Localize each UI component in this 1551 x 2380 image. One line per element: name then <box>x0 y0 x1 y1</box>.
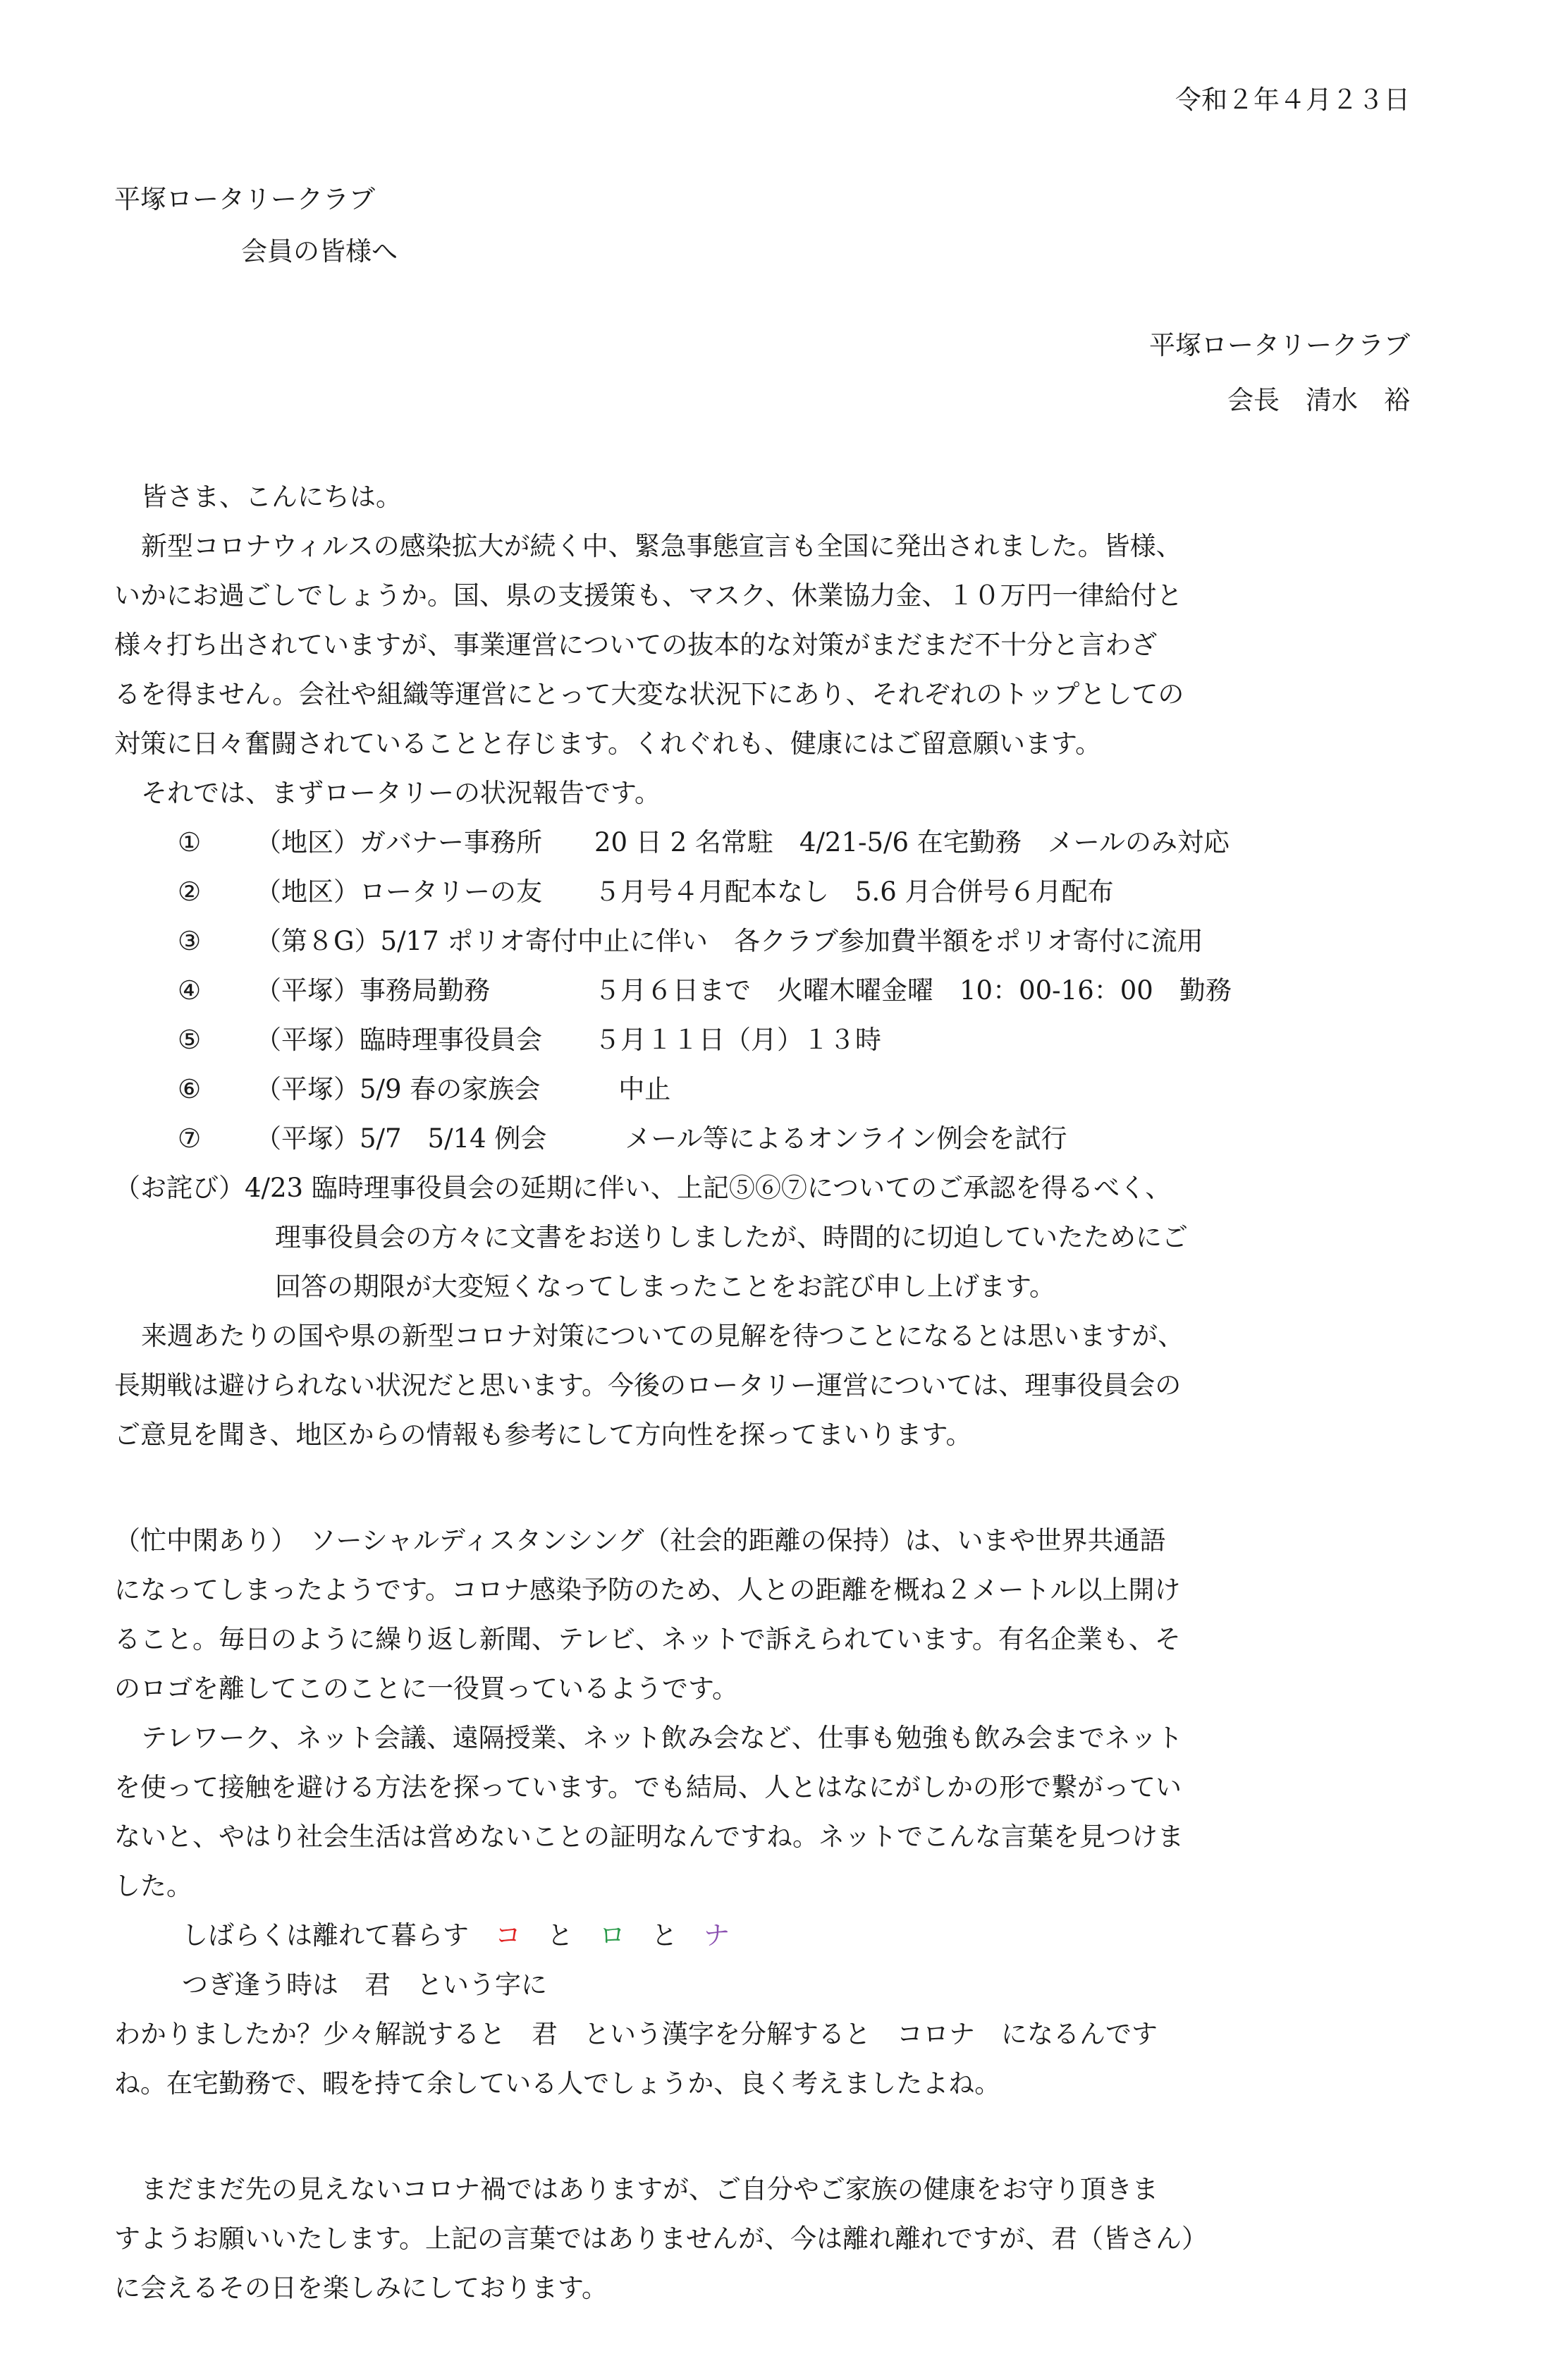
item-number: ③ <box>178 926 202 956</box>
item-number: ④ <box>178 975 202 1006</box>
poem-to: と <box>521 1920 599 1951</box>
item-text: （平塚）5/7 5/14 例会 メール等によるオンライン例会を試行 <box>255 1123 1067 1154</box>
item-text: （地区）ガバナー事務所 20 日 2 名常駐 4/21-5/6 在宅勤務 メールのみ対応 <box>255 827 1230 858</box>
paragraph-line: 新型コロナウィルスの感染拡大が続く中、緊急事態宣言も全国に発出されました。皆様、 <box>141 531 1182 561</box>
poem-to: と <box>625 1920 704 1951</box>
item-text: （平塚）5/9 春の家族会 中止 <box>255 1074 671 1104</box>
item-text: （第８G）5/17 ポリオ寄付中止に伴い 各クラブ参加費半額をポリオ寄付に流用 <box>255 926 1203 956</box>
item-number: ① <box>178 827 202 858</box>
status-item <box>178 920 1203 963</box>
greeting: 皆さま、こんにちは。 <box>141 482 402 512</box>
recipient-to: 会員の皆様へ <box>241 236 398 267</box>
poem-line: つぎ逢う時は 君 という字に <box>182 1970 547 2000</box>
paragraph-line: した。 <box>114 1871 192 1901</box>
poem-ko: コ <box>495 1920 521 1951</box>
item-number: ② <box>178 877 202 907</box>
paragraph-line: それでは、まずロータリーの状況報告です。 <box>141 778 661 808</box>
paragraph-line: 様々打ち出されていますが、事業運営についての抜本的な対策がまだまだ不十分と言わざ <box>114 630 1158 660</box>
paragraph-line: 来週あたりの国や県の新型コロナ対策についての見解を待つことになるとは思いますが、 <box>141 1321 1184 1351</box>
status-item <box>178 970 1232 1012</box>
status-item <box>178 1118 1067 1160</box>
paragraph-line: るを得ません。会社や組織等運営にとって大変な状況下にあり、それぞれのトップとしての <box>114 679 1184 709</box>
paragraph-line: わかりましたか？少々解説すると 君 という漢字を分解すると コロナ になるんです <box>114 2019 1158 2049</box>
sender-org: 平塚ロータリークラブ <box>1149 330 1410 360</box>
paragraph-line: まだまだ先の見えないコロナ禍ではありますが、ご自分やご家族の健康をお守り頂きま <box>141 2174 1158 2204</box>
paragraph-line: 長期戦は避けられない状況だと思います。今後のロータリー運営については、理事役員会の <box>114 1370 1182 1400</box>
paragraph-line: になってしまったようです。コロナ感染予防のため、人との距離を概ね２メートル以上開け <box>114 1575 1181 1605</box>
paragraph-line: に会えるその日を楽しみにしております。 <box>114 2273 608 2303</box>
paragraph-line: ること。毎日のように繰り返し新聞、テレビ、ネットで訴えられています。有名企業も、そ <box>114 1624 1181 1654</box>
paragraph-line: いかにお過ごしでしょうか。国、県の支援策も、マスク、休業協力金、１０万円一律給付と <box>114 580 1183 611</box>
apology-line: （お詫び）4/23 臨時理事役員会の延期に伴い、上記⑤⑥⑦についてのご承認を得るべく、 <box>114 1173 1172 1203</box>
poem-line <box>182 1915 730 1957</box>
apology-line: 理事役員会の方々に文書をお送りしましたが、時間的に切迫していたためにご <box>275 1222 1188 1252</box>
status-item <box>178 871 1114 913</box>
item-text: （地区）ロータリーの友 ５月号４月配本なし 5.6 月合併号６月配布 <box>255 877 1114 907</box>
poem-prefix: しばらくは離れて暮らす <box>182 1920 495 1951</box>
paragraph-line: を使って接触を避ける方法を探っています。でも結局、人とはなにがしかの形で繋がってい <box>114 1772 1182 1802</box>
paragraph-line: 対策に日々奮闘されていることと存じます。くれぐれも、健康にはご留意願います。 <box>114 728 1102 759</box>
apology-line: 回答の期限が大変短くなってしまったことをお詫び申し上げます。 <box>275 1271 1056 1302</box>
recipient-org: 平塚ロータリークラブ <box>114 184 375 214</box>
letter-date: 令和２年４月２３日 <box>1175 85 1410 115</box>
paragraph-line: テレワーク、ネット会議、遠隔授業、ネット飲み会など、仕事も勉強も飲み会までネット <box>141 1723 1183 1753</box>
status-item <box>178 822 1230 864</box>
item-number: ⑦ <box>178 1123 202 1154</box>
item-number: ⑤ <box>178 1025 202 1055</box>
item-text: （平塚）事務局勤務 ５月６日まで 火曜木曜金曜 10：00-16：00 勤務 <box>255 975 1232 1006</box>
poem-na: ナ <box>704 1920 730 1951</box>
paragraph-line: （忙中閑あり） ソーシャルディスタンシング（社会的距離の保持）は、いまや世界共通語 <box>114 1525 1166 1556</box>
sender-name: 会長 清水 裕 <box>1227 385 1410 415</box>
poem-ro: ロ <box>599 1920 625 1951</box>
item-number: ⑥ <box>178 1074 202 1104</box>
paragraph-line: ね。在宅勤務で、暇を持て余している人でしょうか、良く考えましたよね。 <box>114 2068 1001 2099</box>
paragraph-line: のロゴを離してこのことに一役買っているようです。 <box>114 1673 739 1704</box>
paragraph-line: ご意見を聞き、地区からの情報も参考にして方向性を探ってまいります。 <box>114 1420 972 1450</box>
paragraph-line: すようお願いいたします。上記の言葉ではありませんが、今は離れ離れですが、君（皆さん） <box>114 2223 1208 2254</box>
paragraph-line: ないと、やはり社会生活は営めないことの証明なんですね。ネットでこんな言葉を見つけま <box>114 1821 1184 1852</box>
status-item <box>178 1019 881 1061</box>
item-text: （平塚）臨時理事役員会 ５月１１日（月）１３時 <box>255 1025 881 1055</box>
status-item <box>178 1068 670 1111</box>
